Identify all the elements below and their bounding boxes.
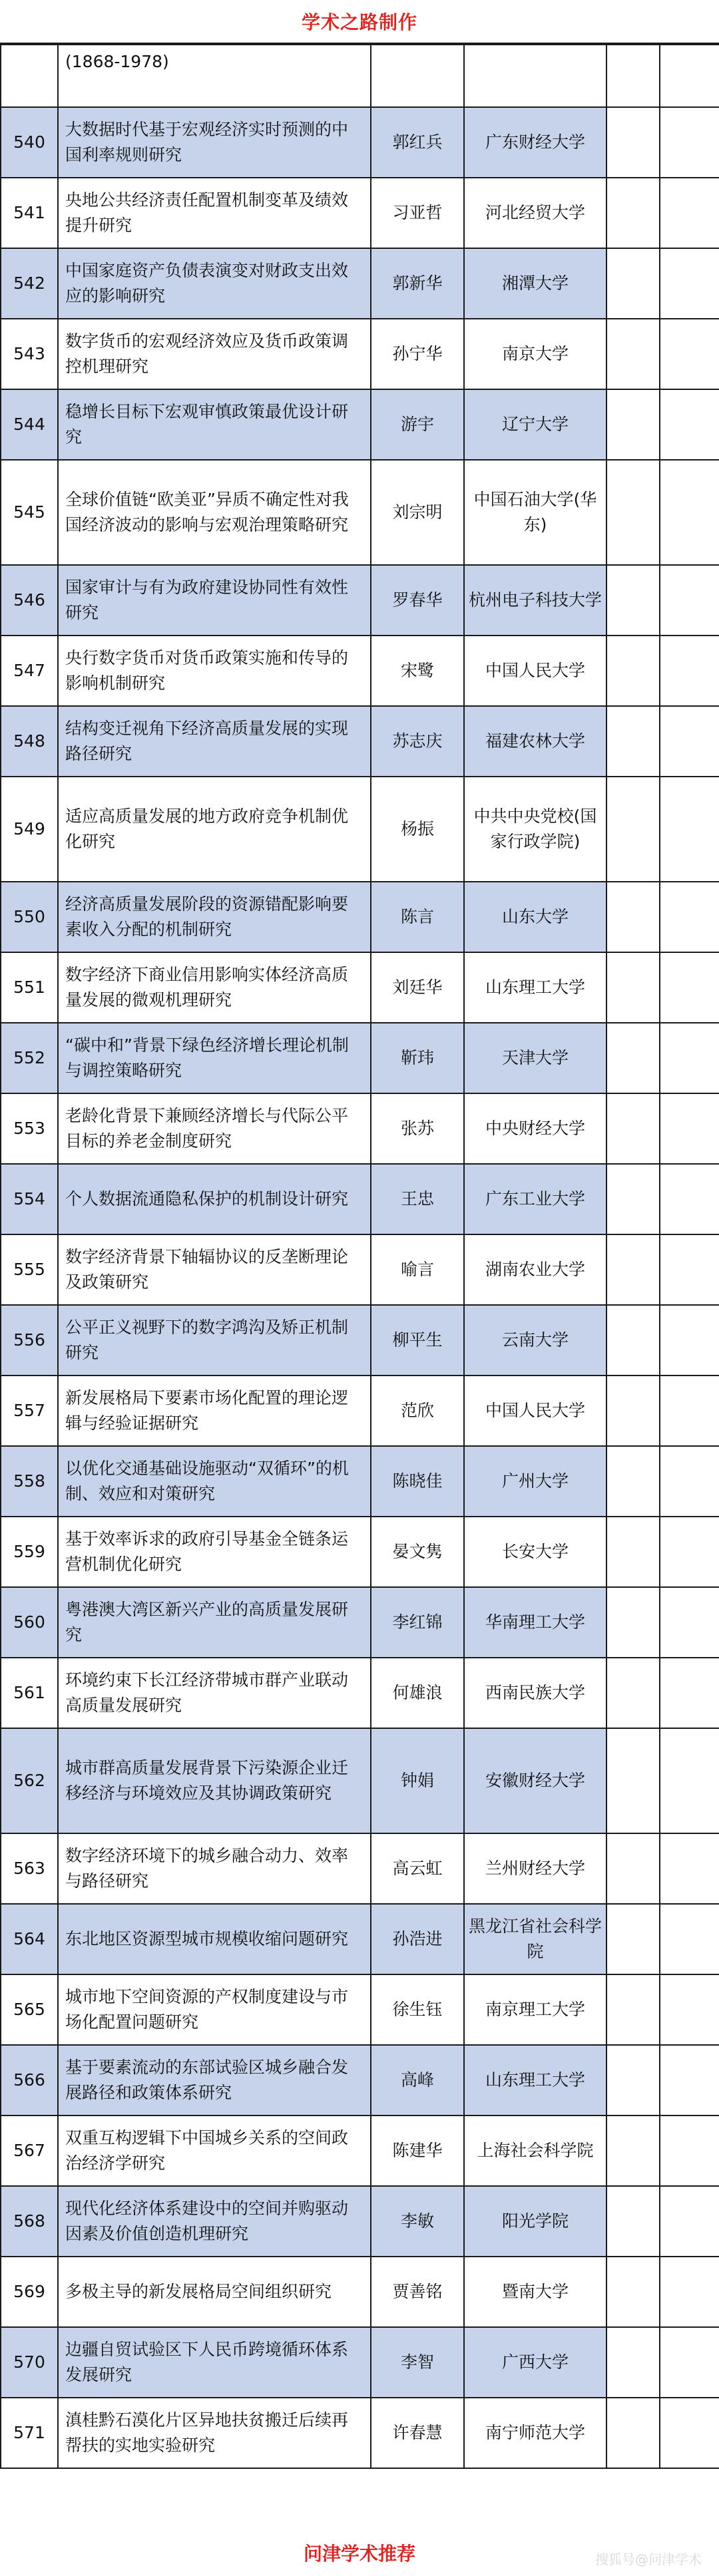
page-footer-title: 问津学术推荐 — [303, 2542, 415, 2565]
cell-org: 广东财经大学 — [464, 107, 606, 178]
cell-blank — [660, 636, 719, 706]
cell-blank — [606, 248, 660, 319]
cell-title: 东北地区资源型城市规模收缩问题研究 — [58, 1904, 371, 1974]
cell-org: 南宁师范大学 — [464, 2398, 606, 2468]
cell-name: 刘宗明 — [371, 460, 464, 565]
cell-title: 双重互构逻辑下中国城乡关系的空间政治经济学研究 — [58, 2116, 371, 2186]
cell-blank — [660, 2116, 719, 2186]
cell-number: 560 — [1, 1587, 58, 1658]
table-row — [1, 2116, 719, 2186]
table-row — [1, 1234, 719, 1305]
cell-title: 多极主导的新发展格局空间组织研究 — [58, 2257, 371, 2327]
cell-blank — [606, 1023, 660, 1093]
cell-name: 钟娟 — [371, 1728, 464, 1833]
cell-number: 545 — [1, 460, 58, 565]
cell-blank — [660, 565, 719, 636]
cell-blank — [660, 2257, 719, 2327]
cell-org: 广州大学 — [464, 1446, 606, 1517]
cell-blank — [660, 45, 719, 107]
cell-title: 以优化交通基础设施驱动“双循环”的机制、效应和对策研究 — [58, 1446, 371, 1517]
cell-org: 安徽财经大学 — [464, 1728, 606, 1833]
cell-org: 西南民族大学 — [464, 1658, 606, 1728]
cell-title: 结构变迁视角下经济高质量发展的实现路径研究 — [58, 706, 371, 777]
cell-blank — [606, 1517, 660, 1587]
cell-title: (1868-1978) — [58, 45, 371, 107]
cell-name: 高云虹 — [371, 1833, 464, 1904]
cell-number: 554 — [1, 1164, 58, 1234]
cell-name: 范欣 — [371, 1376, 464, 1446]
cell-name: 郭新华 — [371, 248, 464, 319]
table-row-continued — [1, 45, 719, 107]
cell-title: 央地公共经济责任配置机制变革及绩效提升研究 — [58, 178, 371, 248]
cell-blank — [660, 882, 719, 952]
cell-blank — [606, 2257, 660, 2327]
table-row — [1, 565, 719, 636]
cell-number: 562 — [1, 1728, 58, 1833]
table-row — [1, 2045, 719, 2116]
cell-title: 基于效率诉求的政府引导基金全链条运营机制优化研究 — [58, 1517, 371, 1587]
cell-title: 城市群高质量发展背景下污染源企业迁移经济与环境效应及其协调政策研究 — [58, 1728, 371, 1833]
cell-blank — [660, 1376, 719, 1446]
cell-blank — [606, 1164, 660, 1234]
cell-number: 570 — [1, 2327, 58, 2398]
table-row — [1, 1093, 719, 1164]
cell-blank — [606, 460, 660, 565]
cell-blank — [660, 777, 719, 882]
cell-name: 杨振 — [371, 777, 464, 882]
cell-blank — [606, 178, 660, 248]
table-row — [1, 1517, 719, 1587]
cell-blank — [660, 1093, 719, 1164]
cell-blank — [660, 1023, 719, 1093]
cell-org — [464, 45, 606, 107]
cell-name: 宋鹭 — [371, 636, 464, 706]
cell-org: 华南理工大学 — [464, 1587, 606, 1658]
cell-title: 数字经济环境下的城乡融合动力、效率与路径研究 — [58, 1833, 371, 1904]
table-row — [1, 389, 719, 460]
cell-org: 福建农林大学 — [464, 706, 606, 777]
cell-org: 河北经贸大学 — [464, 178, 606, 248]
cell-number: 563 — [1, 1833, 58, 1904]
cell-blank — [660, 952, 719, 1023]
cell-blank — [606, 389, 660, 460]
cell-blank — [660, 2398, 719, 2468]
cell-number: 552 — [1, 1023, 58, 1093]
cell-title: 数字货币的宏观经济效应及货币政策调控机理研究 — [58, 319, 371, 389]
table-row — [1, 1974, 719, 2045]
cell-title: 基于要素流动的东部试验区城乡融合发展路径和政策体系研究 — [58, 2045, 371, 2116]
cell-blank — [660, 1517, 719, 1587]
cell-blank — [606, 319, 660, 389]
cell-name: 郭红兵 — [371, 107, 464, 178]
cell-blank — [660, 1164, 719, 1234]
table-body — [1, 45, 719, 2468]
cell-blank — [606, 952, 660, 1023]
cell-blank — [660, 1904, 719, 1974]
cell-blank — [606, 2327, 660, 2398]
cell-blank — [606, 1728, 660, 1833]
cell-blank — [660, 389, 719, 460]
project-list-table — [0, 44, 719, 2469]
project-table — [0, 43, 719, 2469]
cell-name: 张苏 — [371, 1093, 464, 1164]
cell-number: 564 — [1, 1904, 58, 1974]
cell-org: 湖南农业大学 — [464, 1234, 606, 1305]
cell-name: 徐生钰 — [371, 1974, 464, 2045]
cell-number: 558 — [1, 1446, 58, 1517]
table-row — [1, 1164, 719, 1234]
table-row — [1, 882, 719, 952]
cell-blank — [606, 2116, 660, 2186]
cell-org: 兰州财经大学 — [464, 1833, 606, 1904]
cell-org: 天津大学 — [464, 1023, 606, 1093]
cell-number: 553 — [1, 1093, 58, 1164]
cell-blank — [606, 2045, 660, 2116]
cell-name: 王忠 — [371, 1164, 464, 1234]
cell-number: 547 — [1, 636, 58, 706]
cell-name: 游宇 — [371, 389, 464, 460]
cell-number: 565 — [1, 1974, 58, 2045]
cell-blank — [606, 1376, 660, 1446]
cell-number: 561 — [1, 1658, 58, 1728]
table-row — [1, 178, 719, 248]
cell-org: 阳光学院 — [464, 2186, 606, 2257]
cell-blank — [660, 1974, 719, 2045]
cell-title: 央行数字货币对货币政策实施和传导的影响机制研究 — [58, 636, 371, 706]
table-row — [1, 706, 719, 777]
cell-number: 555 — [1, 1234, 58, 1305]
cell-blank — [606, 1446, 660, 1517]
table-row — [1, 2257, 719, 2327]
cell-blank — [606, 636, 660, 706]
table-row — [1, 107, 719, 178]
cell-title: 城市地下空间资源的产权制度建设与市场化配置问题研究 — [58, 1974, 371, 2045]
cell-blank — [606, 1093, 660, 1164]
cell-number: 548 — [1, 706, 58, 777]
cell-name: 高峰 — [371, 2045, 464, 2116]
cell-org: 广东工业大学 — [464, 1164, 606, 1234]
cell-name: 何雄浪 — [371, 1658, 464, 1728]
cell-name: 陈晓佳 — [371, 1446, 464, 1517]
cell-blank — [660, 1833, 719, 1904]
cell-blank — [606, 1904, 660, 1974]
cell-name: 孙宁华 — [371, 319, 464, 389]
table-row — [1, 1023, 719, 1093]
cell-number: 569 — [1, 2257, 58, 2327]
watermark: 搜狐号@问津学术 — [595, 2551, 702, 2567]
cell-title: 国家审计与有为政府建设协同性有效性研究 — [58, 565, 371, 636]
cell-name: 罗春华 — [371, 565, 464, 636]
cell-blank — [606, 1305, 660, 1376]
cell-blank — [606, 45, 660, 107]
cell-title: 新发展格局下要素市场化配置的理论逻辑与经验证据研究 — [58, 1376, 371, 1446]
cell-org: 山东大学 — [464, 882, 606, 952]
cell-blank — [606, 882, 660, 952]
table-row — [1, 460, 719, 565]
cell-name: 李红锦 — [371, 1587, 464, 1658]
cell-name: 晏文隽 — [371, 1517, 464, 1587]
cell-blank — [660, 2327, 719, 2398]
table-row — [1, 777, 719, 882]
cell-title: 中国家庭资产负债表演变对财政支出效应的影响研究 — [58, 248, 371, 319]
cell-name — [371, 45, 464, 107]
cell-blank — [660, 1234, 719, 1305]
table-row — [1, 636, 719, 706]
table-row — [1, 1446, 719, 1517]
cell-title: 全球价值链“欧美亚”异质不确定性对我国经济波动的影响与宏观治理策略研究 — [58, 460, 371, 565]
cell-blank — [660, 178, 719, 248]
cell-name: 陈建华 — [371, 2116, 464, 2186]
cell-number: 543 — [1, 319, 58, 389]
cell-name: 陈言 — [371, 882, 464, 952]
cell-name: 李智 — [371, 2327, 464, 2398]
cell-blank — [660, 2186, 719, 2257]
cell-org: 广西大学 — [464, 2327, 606, 2398]
cell-number — [1, 45, 58, 107]
cell-org: 中央财经大学 — [464, 1093, 606, 1164]
cell-org: 南京理工大学 — [464, 1974, 606, 2045]
cell-name: 柳平生 — [371, 1305, 464, 1376]
cell-name: 习亚哲 — [371, 178, 464, 248]
cell-blank — [606, 706, 660, 777]
cell-number: 540 — [1, 107, 58, 178]
cell-blank — [606, 2398, 660, 2468]
cell-title: “碳中和”背景下绿色经济增长理论机制与调控策略研究 — [58, 1023, 371, 1093]
cell-org: 杭州电子科技大学 — [464, 565, 606, 636]
table-row — [1, 1305, 719, 1376]
cell-blank — [660, 706, 719, 777]
cell-number: 557 — [1, 1376, 58, 1446]
table-row — [1, 1833, 719, 1904]
cell-blank — [606, 1833, 660, 1904]
cell-blank — [606, 1234, 660, 1305]
cell-number: 566 — [1, 2045, 58, 2116]
cell-name: 喻言 — [371, 1234, 464, 1305]
cell-org: 山东理工大学 — [464, 2045, 606, 2116]
cell-org: 云南大学 — [464, 1305, 606, 1376]
cell-org: 中国石油大学(华东) — [464, 460, 606, 565]
cell-org: 辽宁大学 — [464, 389, 606, 460]
cell-blank — [606, 565, 660, 636]
cell-org: 南京大学 — [464, 319, 606, 389]
table-row — [1, 1376, 719, 1446]
cell-number: 571 — [1, 2398, 58, 2468]
cell-blank — [606, 107, 660, 178]
cell-number: 551 — [1, 952, 58, 1023]
table-row — [1, 2327, 719, 2398]
cell-title: 经济高质量发展阶段的资源错配影响要素收入分配的机制研究 — [58, 882, 371, 952]
cell-blank — [660, 248, 719, 319]
cell-org: 中国人民大学 — [464, 1376, 606, 1446]
table-row — [1, 1658, 719, 1728]
cell-blank — [660, 1446, 719, 1517]
cell-number: 549 — [1, 777, 58, 882]
cell-title: 边疆自贸试验区下人民币跨境循环体系发展研究 — [58, 2327, 371, 2398]
cell-number: 567 — [1, 2116, 58, 2186]
cell-blank — [660, 1728, 719, 1833]
cell-number: 550 — [1, 882, 58, 952]
cell-org: 黑龙江省社会科学院 — [464, 1904, 606, 1974]
cell-org: 湘潭大学 — [464, 248, 606, 319]
cell-blank — [660, 1587, 719, 1658]
cell-number: 568 — [1, 2186, 58, 2257]
cell-title: 个人数据流通隐私保护的机制设计研究 — [58, 1164, 371, 1234]
table-row — [1, 1587, 719, 1658]
table-row — [1, 319, 719, 389]
cell-blank — [606, 2186, 660, 2257]
table-row — [1, 952, 719, 1023]
table-row — [1, 2398, 719, 2468]
cell-org: 中国人民大学 — [464, 636, 606, 706]
cell-blank — [660, 2045, 719, 2116]
table-row — [1, 1728, 719, 1833]
cell-number: 546 — [1, 565, 58, 636]
cell-blank — [606, 1974, 660, 2045]
cell-number: 542 — [1, 248, 58, 319]
cell-title: 大数据时代基于宏观经济实时预测的中国利率规则研究 — [58, 107, 371, 178]
cell-name: 李敏 — [371, 2186, 464, 2257]
cell-blank — [660, 1305, 719, 1376]
cell-name: 许春慧 — [371, 2398, 464, 2468]
cell-org: 中共中央党校(国家行政学院) — [464, 777, 606, 882]
cell-title: 滇桂黔石漠化片区异地扶贫搬迁后续再帮扶的实地实验研究 — [58, 2398, 371, 2468]
cell-blank — [660, 460, 719, 565]
cell-title: 公平正义视野下的数字鸿沟及矫正机制研究 — [58, 1305, 371, 1376]
table-row — [1, 248, 719, 319]
cell-blank — [606, 777, 660, 882]
cell-number: 541 — [1, 178, 58, 248]
cell-number: 556 — [1, 1305, 58, 1376]
cell-title: 数字经济下商业信用影响实体经济高质量发展的微观机理研究 — [58, 952, 371, 1023]
cell-blank — [606, 1658, 660, 1728]
cell-name: 贾善铭 — [371, 2257, 464, 2327]
cell-number: 559 — [1, 1517, 58, 1587]
cell-blank — [660, 1658, 719, 1728]
cell-blank — [660, 319, 719, 389]
cell-title: 数字经济背景下轴辐协议的反垄断理论及政策研究 — [58, 1234, 371, 1305]
cell-title: 适应高质量发展的地方政府竞争机制优化研究 — [58, 777, 371, 882]
cell-name: 孙浩进 — [371, 1904, 464, 1974]
cell-title: 环境约束下长江经济带城市群产业联动高质量发展研究 — [58, 1658, 371, 1728]
cell-blank — [606, 1587, 660, 1658]
cell-title: 稳增长目标下宏观审慎政策最优设计研究 — [58, 389, 371, 460]
cell-org: 暨南大学 — [464, 2257, 606, 2327]
cell-name: 刘廷华 — [371, 952, 464, 1023]
cell-org: 上海社会科学院 — [464, 2116, 606, 2186]
cell-number: 544 — [1, 389, 58, 460]
table-row — [1, 1904, 719, 1974]
table-row — [1, 2186, 719, 2257]
cell-title: 粤港澳大湾区新兴产业的高质量发展研究 — [58, 1587, 371, 1658]
cell-org: 长安大学 — [464, 1517, 606, 1587]
cell-blank — [660, 107, 719, 178]
page-header-title: 学术之路制作 — [301, 11, 417, 33]
cell-org: 山东理工大学 — [464, 952, 606, 1023]
cell-name: 苏志庆 — [371, 706, 464, 777]
cell-title: 现代化经济体系建设中的空间并购驱动因素及价值创造机理研究 — [58, 2186, 371, 2257]
cell-title: 老龄化背景下兼顾经济增长与代际公平目标的养老金制度研究 — [58, 1093, 371, 1164]
cell-name: 靳玮 — [371, 1023, 464, 1093]
